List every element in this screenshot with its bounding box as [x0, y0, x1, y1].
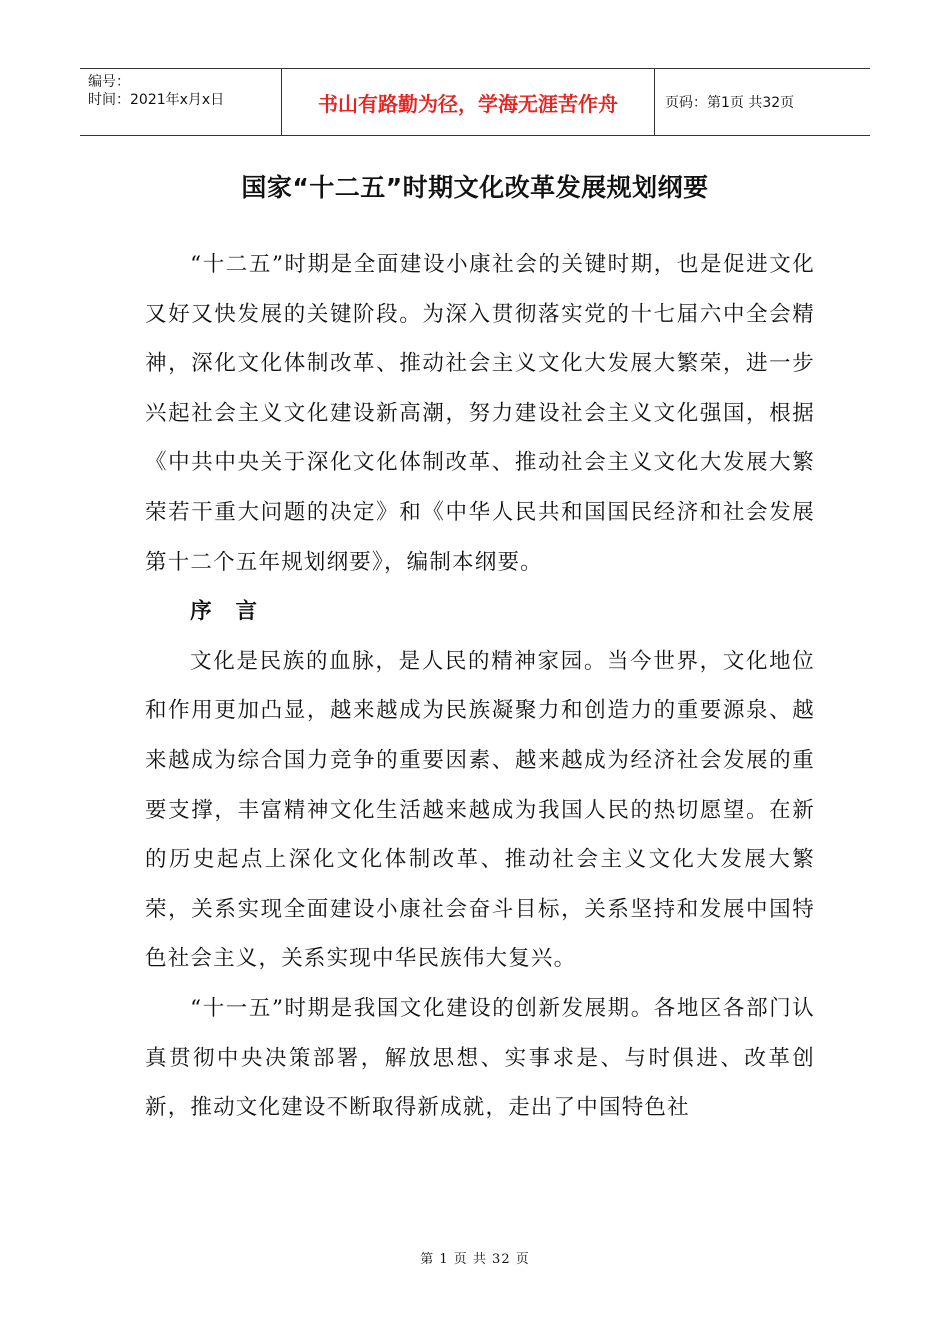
header-motto: 书山有路勤为径，学海无涯苦作舟 [282, 69, 655, 135]
document-header [80, 68, 870, 136]
time-label: 时间：2021年x月x日 [88, 92, 225, 108]
page-footer: 第 1 页 共 32 页 [420, 1252, 530, 1267]
number-label: 编号： [88, 74, 130, 90]
header-meta [80, 69, 282, 135]
intro-paragraph: “十二五”时期是全面建设小康社会的关键时期，也是促进文化又好又快发展的关键阶段。为深入贯彻落实党的十七届六中全会精神，深化文化体制改革、推动社会主义文化大发展大繁荣，进一步兴起社会主义文化建设新高潮，努力建设社会主义文化强国，根据《中共中央关于深化文化体制改革、推动社会主义文化大发展大繁荣若干重大问题的决定》和《中华人民共和国国民经济和社会发展第十二个五年规划纲要》，编制本纲要。 [145, 252, 815, 575]
section-heading: 序 言 [190, 599, 259, 625]
body-paragraph-1: 文化是民族的血脉，是人民的精神家园。当今世界，文化地位和作用更加凸显，越来越成为民族凝聚力和创造力的重要源泉、越来越成为综合国力竞争的重要因素、越来越成为经济社会发展的重要支撑，丰富精神文化生活越来越成为我国人民的热切愿望。在新的历史起点上深化文化体制改革、推动社会主义文化大发展大繁荣，关系实现全面建设小康社会奋斗目标，关系坚持和发展中国特色社会主义，关系实现中华民族伟大复兴。 [145, 648, 815, 972]
document-title: 国家“十二五”时期文化改革发展规划纲要 [241, 173, 709, 202]
document-body [145, 240, 815, 1133]
header-page-info: 页码：第1页 共32页 [665, 95, 795, 111]
body-paragraph-2: “十一五”时期是我国文化建设的创新发展期。各地区各部门认真贯彻中央决策部署，解放思想、实事求是、与时俱进、改革创新，推动文化建设不断取得新成就，走出了中国特色社 [145, 995, 815, 1121]
